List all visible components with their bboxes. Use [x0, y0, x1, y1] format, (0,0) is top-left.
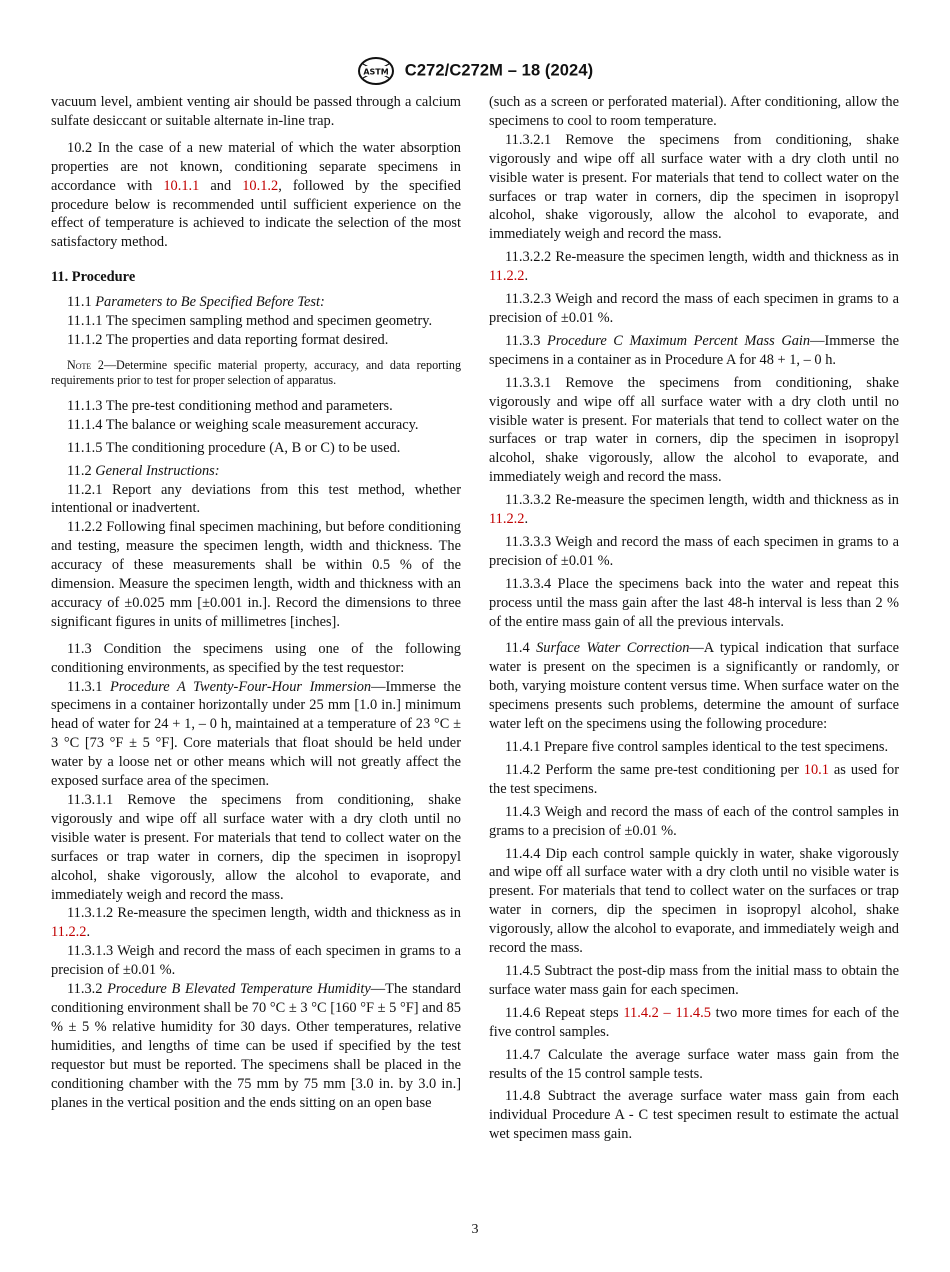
paragraph: 11.2.1 Report any deviations from this test method, whether intentional or inadvertent.	[51, 481, 461, 517]
left-column	[51, 93, 461, 1112]
paragraph: 11.1.1 The specimen sampling method and specimen geometry.	[67, 313, 433, 330]
paragraph-11-3-1: 11.3.1 Procedure A Twenty-Four-Hour Immersion—Immerse the specimens in a container horizontally under 25 mm [1.0 in.] minimum head of water for 24 + 1, – 0 h, maintained at a temperature of 23 °C ± 3 °C [73 °F ± 5 °F]. Core materials that float should be held under water by a loose net or other means which will not greatly affect the exposed surface area of the specimen.	[51, 678, 461, 790]
svg-text:ASTM: ASTM	[363, 67, 389, 77]
paragraph: 11.4.4 Dip each control sample quickly in water, shake vigorously and wipe off all surface water with a dry cloth until no visible water is present. For materials that tend to collect water on the surfaces or trap water in corners, dip the specimen in isopropyl alcohol, shake vigorously, allow the alcohol to evaporate, and immediately weigh and record the mass.	[489, 845, 899, 957]
paragraph: 11.3 Condition the specimens using one of the following conditioning environments, as specified by the test requestor:	[51, 640, 461, 676]
paragraph-11-2: 11.2 General Instructions:	[67, 462, 220, 479]
paragraph-11-1: 11.1 Parameters to Be Specified Before Test:	[67, 294, 325, 311]
paragraph: 11.1.4 The balance or weighing scale measurement accuracy.	[67, 416, 419, 433]
right-column	[489, 93, 899, 1144]
paragraph-11-4: 11.4 Surface Water Correction—A typical indication that surface water is present on the specimen is a significantly or randomly, or both, varying moisture content versus time. When surface water on the specimens presents such problems, determine the amount of surface water left on the specimens using the following procedure:	[489, 640, 899, 733]
paragraph: 11.3.3.3 Weigh and record the mass of each specimen in grams to a precision of ±0.01 %.	[489, 533, 899, 569]
section-heading: 11. Procedure	[51, 269, 136, 286]
paragraph: 11.3.1.2 Re-measure the specimen length, width and thickness as in 11.2.2.	[51, 905, 461, 941]
paragraph: 11.4.3 Weigh and record the mass of each of the control samples in grams to a precision of ±0.01 %.	[489, 803, 899, 839]
ref-link[interactable]: 11.2.2	[51, 924, 87, 941]
page-header	[0, 56, 950, 86]
ref-link[interactable]: 10.1.1	[163, 177, 200, 194]
paragraph: vacuum level, ambient venting air should be passed through a calcium sulfate desiccant or suitable alternate in-line trap.	[51, 94, 461, 129]
paragraph: (such as a screen or perforated material). After conditioning, allow the specimens to cool to room temperature.	[489, 94, 899, 129]
page-number: 3	[471, 1222, 479, 1237]
note-2: Note 2—Determine specific material property, accuracy, and data reporting requirements prior to test for proper selection of apparatus.	[51, 357, 461, 388]
ref-link[interactable]: 11.2.2	[489, 511, 525, 528]
ref-link[interactable]: 11.2.2	[489, 268, 525, 285]
paragraph: 11.2.2 Following final specimen machining, but before conditioning and testing, measure the specimen length, width and thickness. The accuracy of these measurements shall be within 0.5 % of the dimension. Measure the specimen length, width and thickness with an accuracy of ±0.025 mm [±0.001 in.]. Record the dimensions to three significant figures in units of millimetres [inches].	[51, 519, 461, 630]
paragraph: 11.1.5 The conditioning procedure (A, B or C) to be used.	[67, 439, 401, 456]
paragraph: 11.4.2 Perform the same pre-test conditioning per 10.1 as used for the test specimens.	[489, 761, 899, 797]
paragraph: 11.4.1 Prepare five control samples identical to the test specimens.	[505, 739, 889, 755]
paragraph: 11.4.5 Subtract the post-dip mass from the initial mass to obtain the surface water mass gain for each specimen.	[489, 962, 899, 998]
paragraph: 11.3.2.3 Weigh and record the mass of each specimen in grams to a precision of ±0.01 %.	[489, 291, 899, 326]
paragraph: 11.4.8 Subtract the average surface water mass gain from each individual Procedure A - C test specimen result to estimate the actual wet specimen mass gain.	[489, 1088, 899, 1143]
paragraph-10-2: 10.2 In the case of a new material of which the water absorption properties are not known, conditioning separate specimens in accordance with 10.1.1 and 10.1.2, followed by the specified procedure below is recommended until sufficient experience on the effect of temperature is achieved to indicate the selection of the most satisfactory method.	[51, 139, 461, 251]
paragraph: 11.3.3.2 Re-measure the specimen length, width and thickness as in 11.2.2.	[489, 492, 899, 528]
paragraph: 11.4.6 Repeat steps 11.4.2 – 11.4.5 two more times for each of the five control samples.	[489, 1004, 899, 1040]
astm-logo-icon	[357, 56, 395, 86]
paragraph: 11.3.2.1 Remove the specimens from conditioning, shake vigorously and wipe off all surface water with a dry cloth until no visible water is present. For materials that tend to collect water on the surfaces or trap water in corners, dip the specimen in isopropyl alcohol, shake vigorously, allow the alcohol to evaporate, and immediately weigh and record the mass.	[489, 131, 899, 243]
paragraph-11-3-2: 11.3.2 Procedure B Elevated Temperature Humidity—The standard conditioning environment shall be 70 °C ± 3 °C [160 °F ± 5 °F] and 85 % ± 5 % relative humidity for 30 days. Other temperatures, relative humidities, and lengths of time can be used if specified by the test requestor but must be reported. The specimens shall be placed in the conditioning chamber with the 75 mm by 75 mm [3.0 in. by 3.0 in.] planes in the vertical position and the ends sitting on an open base	[51, 981, 461, 1111]
paragraph: 11.4.7 Calculate the average surface water mass gain from the results of the 15 control sample tests.	[489, 1046, 899, 1082]
ref-link[interactable]: 11.4.2 – 11.4.5	[623, 1004, 711, 1021]
paragraph: 11.3.2.2 Re-measure the specimen length, width and thickness as in 11.2.2.	[489, 249, 899, 285]
paragraph: 11.1.2 The properties and data reporting format desired.	[67, 331, 389, 348]
paragraph: 11.3.3.4 Place the specimens back into the water and repeat this process until the mass gain after the last 48-h interval is less than 2 % of the entire mass gain of all the previous intervals.	[489, 575, 899, 630]
ref-link[interactable]: 10.1	[803, 761, 829, 778]
paragraph: 11.3.1.3 Weigh and record the mass of each specimen in grams to a precision of ±0.01 %.	[51, 943, 461, 979]
paragraph: 11.3.1.1 Remove the specimens from conditioning, shake vigorously and wipe off all surface water with a dry cloth until no visible water is present. For materials that tend to collect water on the surfaces or trap water in corners, dip the specimen in isopropyl alcohol, shake vigorously, allow the alcohol to evaporate, and immediately weigh and record the mass.	[51, 792, 461, 903]
paragraph-11-3-3: 11.3.3 Procedure C Maximum Percent Mass Gain—Immerse the specimens in a container as in Procedure A for 48 + 1, – 0 h.	[489, 332, 900, 368]
standard-designation: C272/C272M – 18 (2024)	[404, 61, 594, 80]
paragraph: 11.1.3 The pre-test conditioning method and parameters.	[67, 397, 393, 414]
ref-link[interactable]: 10.1.2	[242, 177, 279, 194]
paragraph: 11.3.3.1 Remove the specimens from conditioning, shake vigorously and wipe off all surface water with a dry cloth until no visible water is present. For materials that tend to collect water on the surfaces or trap water in corners, dip the specimen in isopropyl alcohol, shake vigorously, allow the alcohol to evaporate, and immediately weigh and record the mass.	[489, 374, 899, 486]
